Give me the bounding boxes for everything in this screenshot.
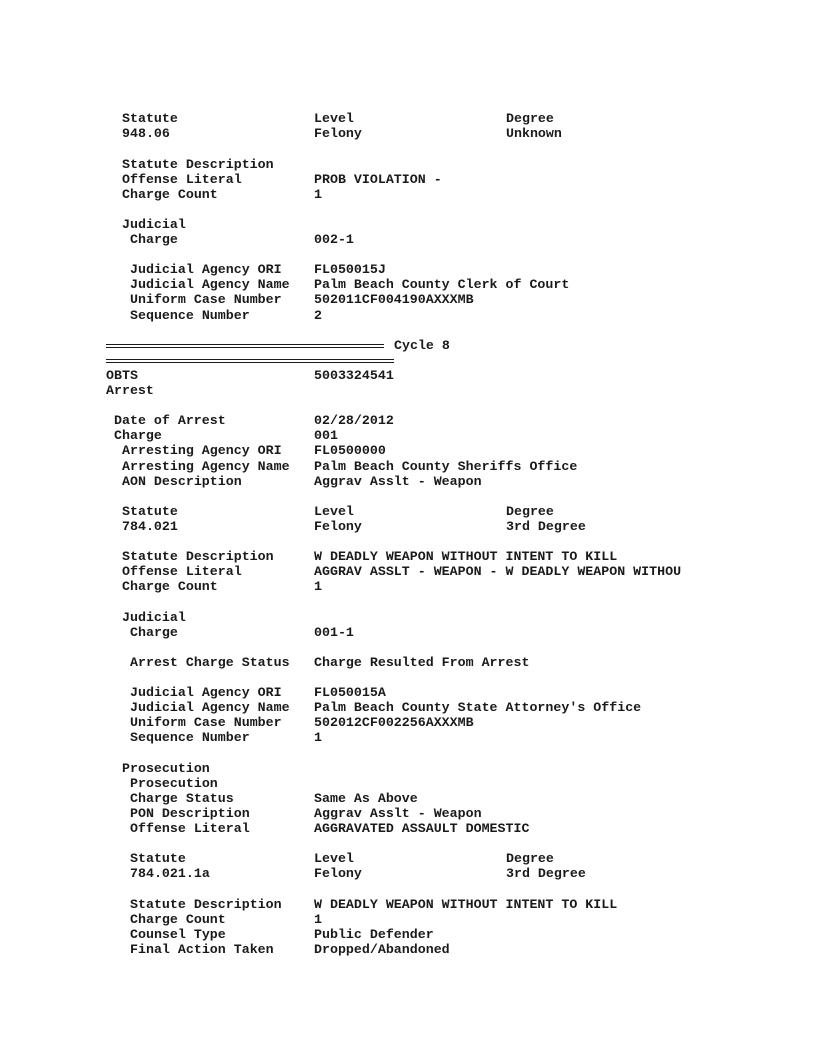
judicial-agency-name-label: Judicial Agency Name: [130, 700, 290, 715]
uniform-case-number-label: Uniform Case Number: [130, 715, 282, 730]
arrest-charge-value: 001: [314, 428, 338, 443]
charge-count-value: 1: [314, 912, 322, 927]
arresting-agency-name-label: Arresting Agency Name: [122, 459, 290, 474]
charge-status-label: Charge Status: [130, 791, 234, 806]
offense-literal-value: PROB VIOLATION -: [314, 172, 442, 187]
level-value: Felony: [314, 519, 362, 534]
obts-label: OBTS: [106, 368, 138, 383]
arrest-heading: Arrest: [106, 383, 154, 398]
final-action-label: Final Action Taken: [130, 942, 274, 957]
judicial-agency-ori-label: Judicial Agency ORI: [130, 262, 282, 277]
uniform-case-number-value: 502011CF004190AXXXMB: [314, 292, 474, 307]
offense-literal-label: Offense Literal: [122, 172, 242, 187]
statute-header: Statute: [130, 851, 186, 866]
charge-count-label: Charge Count: [122, 579, 218, 594]
offense-literal-value: AGGRAVATED ASSAULT DOMESTIC: [314, 821, 530, 836]
charge-count-value: 1: [314, 579, 322, 594]
offense-literal-value: AGGRAV ASSLT - WEAPON - W DEADLY WEAPON WITHOU: [314, 564, 682, 579]
degree-header: Degree: [506, 111, 554, 126]
sequence-number-value: 2: [314, 308, 322, 323]
statute-description-value: W DEADLY WEAPON WITHOUT INTENT TO KILL: [314, 897, 618, 912]
uniform-case-number-value: 502012CF002256AXXXMB: [314, 715, 474, 730]
judicial-agency-name-value: Palm Beach County Clerk of Court: [314, 277, 570, 292]
pon-description-label: PON Description: [130, 806, 250, 821]
final-action-value: Dropped/Abandoned: [314, 942, 450, 957]
offense-literal-label: Offense Literal: [122, 564, 242, 579]
charge-count-label: Charge Count: [122, 187, 218, 202]
counsel-type-label: Counsel Type: [130, 927, 226, 942]
judicial-agency-ori-value: FL050015A: [314, 685, 386, 700]
obts-value: 5003324541: [314, 368, 394, 383]
statute-description-label: Statute Description: [122, 549, 274, 564]
pon-description-value: Aggrav Asslt - Weapon: [314, 806, 482, 821]
prosecution-subheading: Prosecution: [130, 776, 218, 791]
level-header: Level: [314, 851, 354, 866]
arresting-agency-ori-label: Arresting Agency ORI: [122, 443, 282, 458]
judicial-agency-name-label: Judicial Agency Name: [130, 277, 290, 292]
sequence-number-value: 1: [314, 730, 322, 745]
statute-value: 948.06: [122, 126, 170, 141]
offense-literal-label: Offense Literal: [130, 821, 250, 836]
uniform-case-number-label: Uniform Case Number: [130, 292, 282, 307]
charge-count-value: 1: [314, 187, 322, 202]
date-of-arrest-value: 02/28/2012: [314, 413, 394, 428]
degree-value: 3rd Degree: [506, 519, 586, 534]
counsel-type-value: Public Defender: [314, 927, 434, 942]
statute-description-label: Statute Description: [122, 157, 274, 172]
judicial-charge-value: 001-1: [314, 625, 354, 640]
judicial-agency-name-value: Palm Beach County State Attorney's Office: [314, 700, 642, 715]
degree-value: 3rd Degree: [506, 866, 586, 881]
statute-value: 784.021.1a: [130, 866, 210, 881]
prosecution-heading: Prosecution: [122, 761, 210, 776]
charge-status-value: Same As Above: [314, 791, 418, 806]
arrest-charge-status-label: Arrest Charge Status: [130, 655, 290, 670]
degree-header: Degree: [506, 851, 554, 866]
cycle-header: Cycle 8: [394, 338, 450, 353]
judicial-charge-label: Charge: [130, 232, 178, 247]
judicial-heading: Judicial: [122, 610, 186, 625]
statute-header: Statute: [122, 504, 178, 519]
cycle-separator-rule: [106, 359, 394, 363]
level-value: Felony: [314, 126, 362, 141]
statute-value: 784.021: [122, 519, 178, 534]
judicial-charge-label: Charge: [130, 625, 178, 640]
aon-description-value: Aggrav Asslt - Weapon: [314, 474, 482, 489]
arresting-agency-name-value: Palm Beach County Sheriffs Office: [314, 459, 578, 474]
degree-header: Degree: [506, 504, 554, 519]
statute-description-label: Statute Description: [130, 897, 282, 912]
level-value: Felony: [314, 866, 362, 881]
judicial-charge-value: 002-1: [314, 232, 354, 247]
cycle-separator-rule: [106, 344, 384, 348]
sequence-number-label: Sequence Number: [130, 730, 250, 745]
level-header: Level: [314, 111, 354, 126]
arresting-agency-ori-value: FL0500000: [314, 443, 386, 458]
sequence-number-label: Sequence Number: [130, 308, 250, 323]
charge-count-label: Charge Count: [130, 912, 226, 927]
statute-description-value: W DEADLY WEAPON WITHOUT INTENT TO KILL: [314, 549, 618, 564]
aon-description-label: AON Description: [122, 474, 242, 489]
judicial-agency-ori-value: FL050015J: [314, 262, 386, 277]
arrest-charge-label: Charge: [114, 428, 162, 443]
level-header: Level: [314, 504, 354, 519]
judicial-agency-ori-label: Judicial Agency ORI: [130, 685, 282, 700]
arrest-charge-status-value: Charge Resulted From Arrest: [314, 655, 530, 670]
degree-value: Unknown: [506, 126, 562, 141]
statute-header: Statute: [122, 111, 178, 126]
date-of-arrest-label: Date of Arrest: [114, 413, 226, 428]
judicial-heading: Judicial: [122, 217, 186, 232]
